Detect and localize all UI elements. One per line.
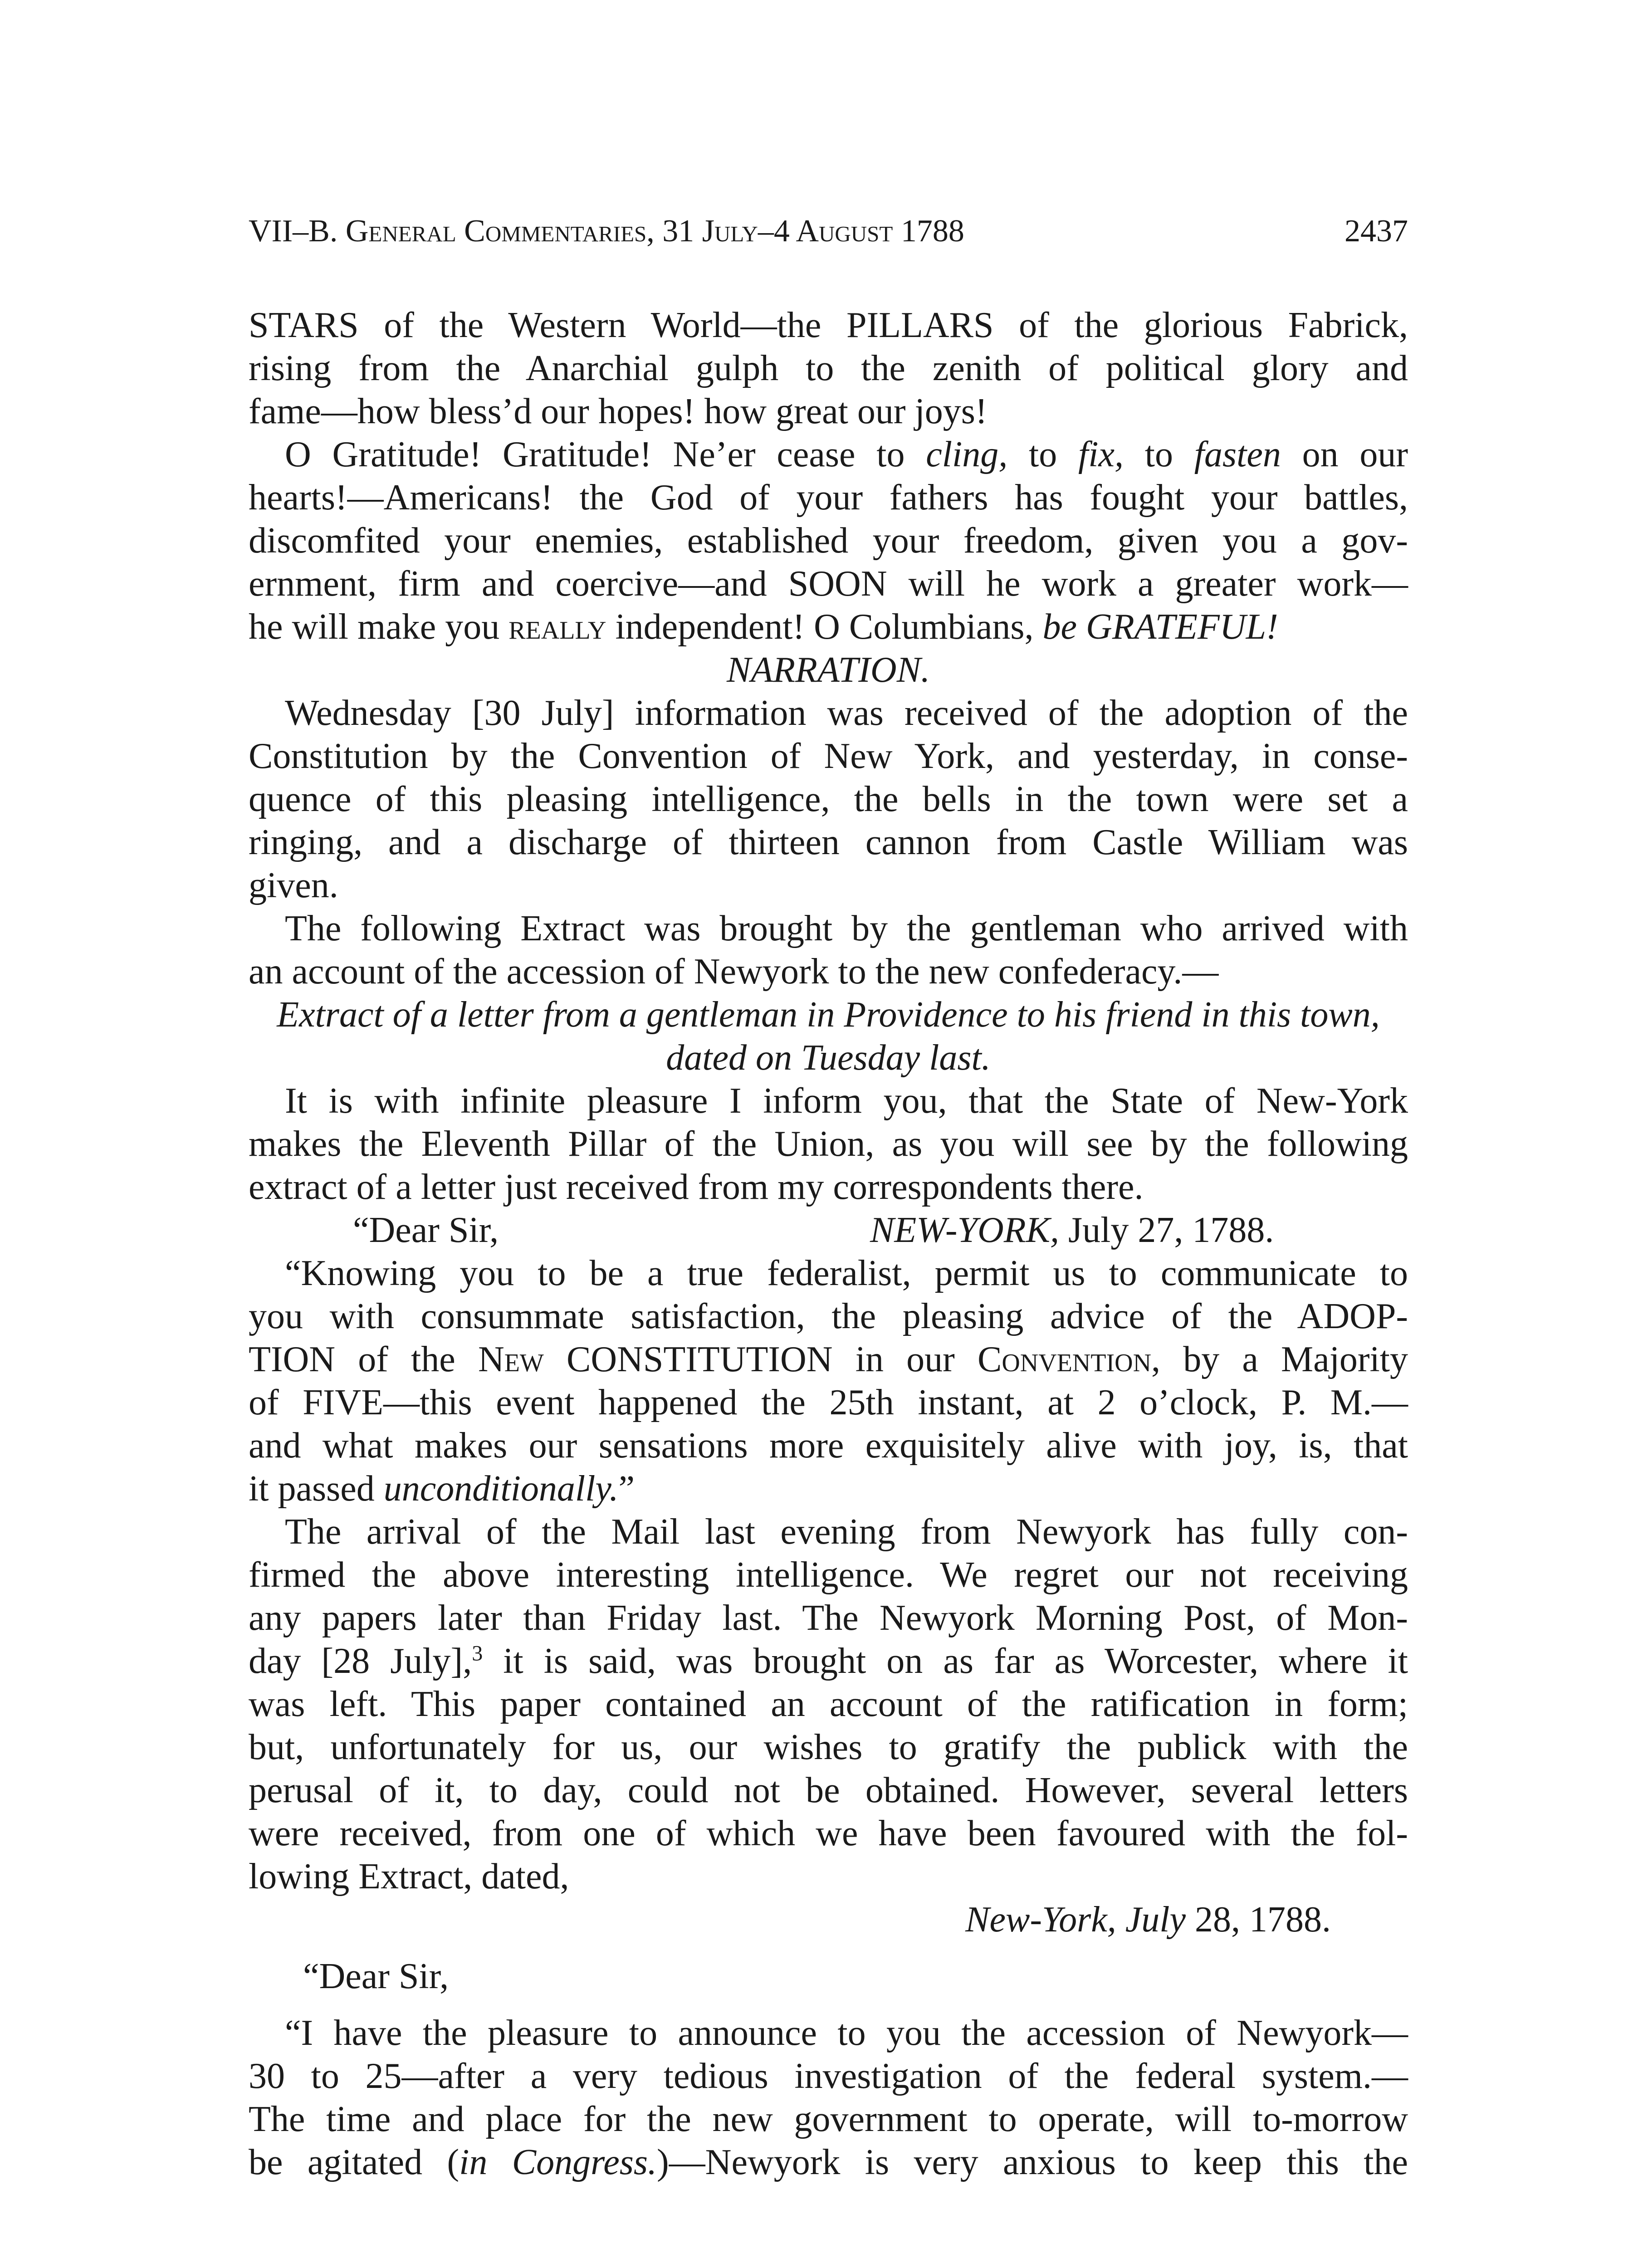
paragraph-stars [249, 304, 1408, 433]
text-line: and what makes our sensations more exquisitely alive with joy, is, that [249, 1426, 1408, 1466]
page-body [249, 304, 1408, 2184]
text-line: ringing, and a discharge of thirteen cannon from Castle William was [249, 822, 1408, 862]
text-line: it passed unconditionally.” [249, 1469, 635, 1509]
spacer [249, 1998, 1408, 2012]
text-line: day [28 July],$^3$ it is said, was brought on as far as Worcester, where it [249, 1641, 1408, 1681]
paragraph-infinite-pleasure [249, 1080, 1408, 1209]
text-line: any papers later than Friday last. The Newyork Morning Post, of Mon- [249, 1598, 1408, 1638]
text-line: It is with infinite pleasure I inform you, that the State of New-York [285, 1081, 1408, 1121]
text-line: 30 to 25—after a very tedious investigation of the federal system.— [249, 2056, 1408, 2096]
paragraph-wednesday [249, 692, 1408, 907]
text-line: rising from the Anarchial gulph to the zenith of political glory and [249, 348, 1408, 388]
header-title: VII–B. General Commentaries, 31 July–4 August 1788 [249, 214, 964, 249]
text-line: but, unfortunately for us, our wishes to gratify the publick with the [249, 1727, 1408, 1767]
letter-dateline: NEW-YORK, July 27, 1788. [870, 1210, 1274, 1250]
text-line: Constitution by the Convention of New York, and yesterday, in conse- [249, 736, 1408, 776]
text-line: O Gratitude! Gratitude! Ne’er cease to cling, to fix, to fasten on our [285, 435, 1408, 474]
paragraph-arrival-of-mail [249, 1510, 1408, 1898]
paragraph-knowing [249, 1252, 1408, 1510]
letter-dateline: New-York, July 28, 1788. [965, 1900, 1331, 1940]
text-line: lowing Extract, dated, [249, 1857, 569, 1897]
text-line: given. [249, 865, 338, 905]
paragraph-gratitude [249, 433, 1408, 649]
text-line: discomfited your enemies, established your freedom, given you a gov- [249, 521, 1408, 561]
text-line: hearts!—Americans! the God of your fathers has fought your battles, [249, 478, 1408, 518]
text-line: quence of this pleasing intelligence, the bells in the town were set a [249, 779, 1408, 819]
text-line: perusal of it, to day, could not be obtained. However, several letters [249, 1770, 1408, 1810]
extract-heading [249, 993, 1408, 1080]
text-line: The time and place for the new government to operate, will to-morrow [249, 2099, 1408, 2139]
text-line: The arrival of the Mail last evening from Newyork has fully con- [285, 1512, 1408, 1552]
footnote-marker: 3 [472, 1641, 483, 1666]
letter-salutation: “Dear Sir, [353, 1210, 499, 1250]
text-line: STARS of the Western World—the PILLARS of the glorious Fabrick, [249, 305, 1408, 345]
text-line: “Knowing you to be a true federalist, permit us to communicate to [285, 1253, 1408, 1293]
text-line: he will make you really independent! O Columbians, be GRATEFUL! [249, 607, 1278, 647]
text-line: you with consummate satisfaction, the pleasing advice of the ADOP- [249, 1296, 1408, 1336]
text-line: were received, from one of which we have been favoured with the fol- [249, 1813, 1408, 1853]
text-line: The following Extract was brought by the gentleman who arrived with [285, 909, 1408, 948]
text-line: makes the Eleventh Pillar of the Union, as you will see by the following [249, 1124, 1408, 1164]
paragraph-accession [249, 2012, 1408, 2184]
text-line: extract of a letter just received from my correspondents there. [249, 1167, 1144, 1207]
page-number: 2437 [1345, 214, 1408, 249]
text-line: firmed the above interesting intelligence. We regret our not receiving [249, 1555, 1408, 1595]
narration-heading: NARRATION. [726, 650, 930, 690]
text-line: TION of the New CONSTITUTION in our Convention, by a Majority [249, 1339, 1408, 1379]
text-line: fame—how bless’d our hopes! how great our joys! [249, 391, 988, 431]
text-line: was left. This paper contained an account of the ratification in form; [249, 1684, 1408, 1724]
text-line: an account of the accession of Newyork to the new confederacy.— [249, 952, 1219, 992]
spacer [249, 1941, 1408, 1955]
letter-salutation-dateline [249, 1209, 1408, 1252]
text-line: Wednesday [30 July] information was received of the adoption of the [285, 693, 1408, 733]
text-line: of FIVE—this event happened the 25th instant, at 2 o’clock, P. M.— [249, 1383, 1408, 1422]
letter-salutation: “Dear Sir, [303, 1956, 449, 1996]
text-line: dated on Tuesday last. [666, 1038, 991, 1078]
text-line: be agitated (in Congress.)—Newyork is very anxious to keep this the [249, 2142, 1408, 2182]
paragraph-following-extract [249, 907, 1408, 993]
text-line: ernment, firm and coercive—and SOON will he work a greater work— [249, 564, 1408, 604]
text-line: Extract of a letter from a gentleman in Providence to his friend in this town, [277, 995, 1380, 1035]
text-line: “I have the pleasure to announce to you the accession of Newyork— [285, 2013, 1408, 2053]
page [249, 213, 1408, 2184]
running-header [249, 213, 1408, 268]
